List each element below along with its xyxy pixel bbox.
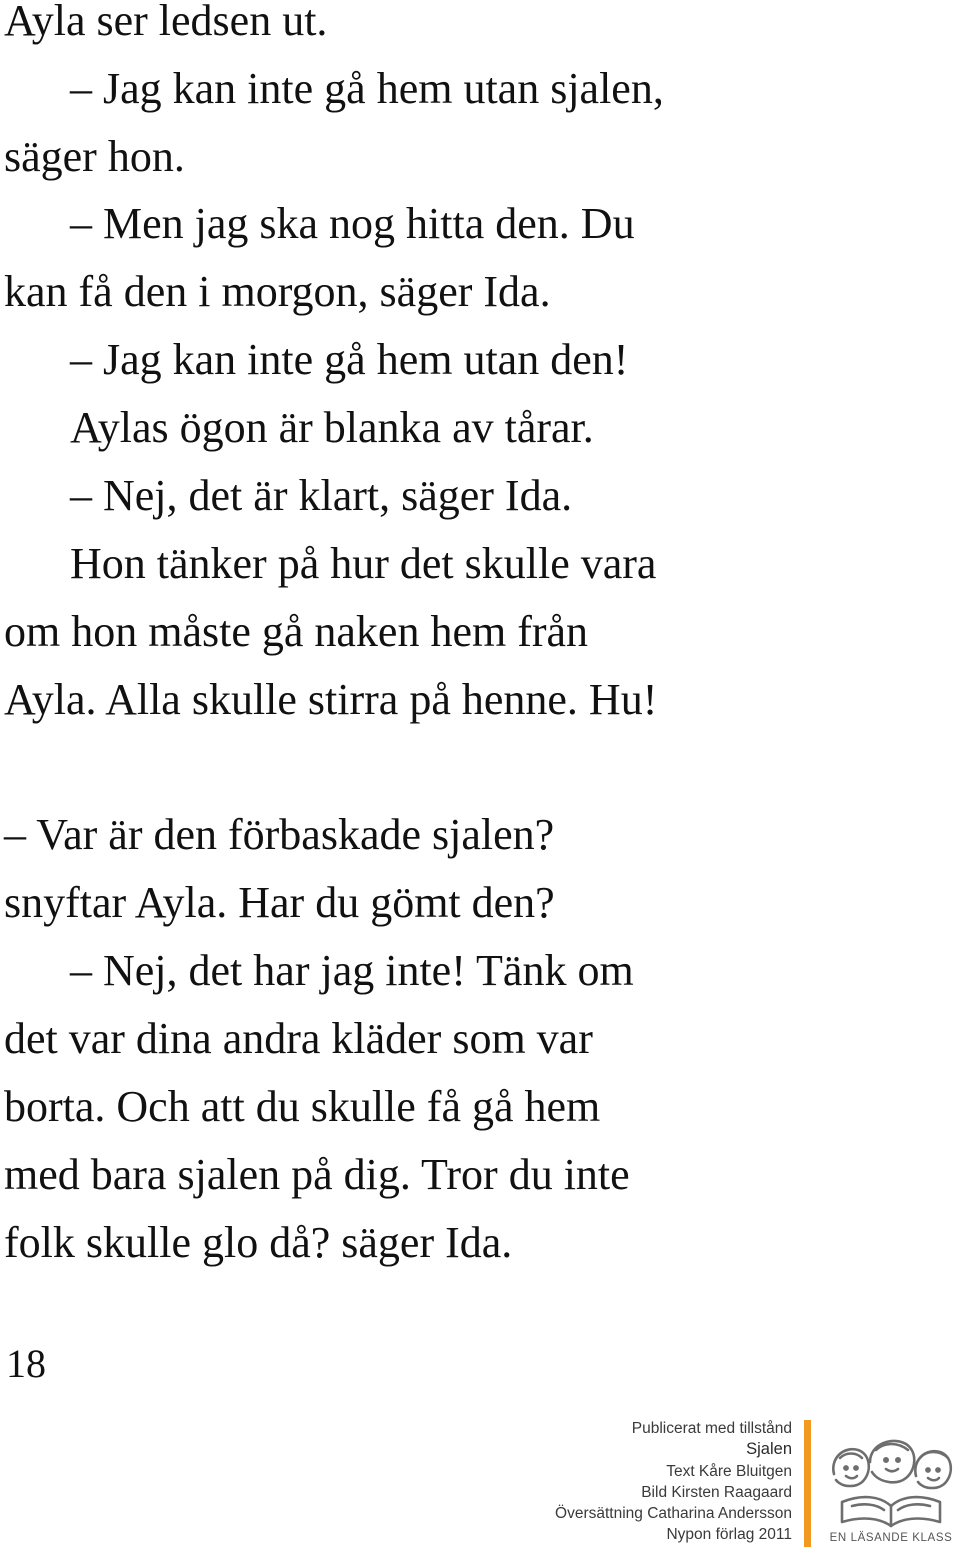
children-reading-book-icon (826, 1436, 956, 1530)
story-line: – Jag kan inte gå hem utan den! (70, 335, 629, 384)
story-line: – Var är den förbaskade sjalen? (4, 810, 555, 859)
story-line: borta. Och att du skulle få gå hem (4, 1082, 601, 1131)
story-line: – Men jag ska nog hitta den. Du (70, 199, 635, 248)
story-line: Ayla. Alla skulle stirra på henne. Hu! (4, 675, 658, 724)
en-lasande-klass-logo (826, 1436, 956, 1551)
story-line: med bara sjalen på dig. Tror du inte (4, 1150, 630, 1199)
story-line: snyftar Ayla. Har du gömt den? (4, 878, 555, 927)
credits-illustrator: Bild Kirsten Raagaard (641, 1483, 792, 1501)
story-line: säger hon. (4, 132, 185, 181)
credits-publisher: Nypon förlag 2011 (666, 1526, 792, 1544)
story-line: – Jag kan inte gå hem utan sjalen, (70, 64, 664, 113)
story-line: folk skulle glo då? säger Ida. (4, 1218, 513, 1267)
credits-translator: Översättning Catharina Andersson (555, 1505, 792, 1523)
story-line: om hon måste gå naken hem från (4, 607, 589, 656)
logo-label: EN LÄSANDE KLASS (829, 1532, 953, 1544)
story-line: Aylas ögon är blanka av tårar. (70, 403, 594, 452)
credits-block (452, 1418, 792, 1546)
story-line: – Nej, det är klart, säger Ida. (70, 471, 573, 520)
page-number: 18 (6, 1341, 46, 1386)
story-line: Hon tänker på hur det skulle vara (70, 539, 657, 588)
credits-published: Publicerat med tillstånd (631, 1420, 792, 1437)
story-line: Ayla ser ledsen ut. (4, 0, 328, 45)
credits-text-author: Text Kåre Bluitgen (666, 1462, 792, 1480)
story-line: det var dina andra kläder som var (4, 1014, 593, 1063)
accent-divider (804, 1420, 811, 1547)
credits-title: Sjalen (746, 1440, 792, 1459)
story-line: – Nej, det har jag inte! Tänk om (70, 946, 634, 995)
story-line: kan få den i morgon, säger Ida. (4, 267, 551, 316)
